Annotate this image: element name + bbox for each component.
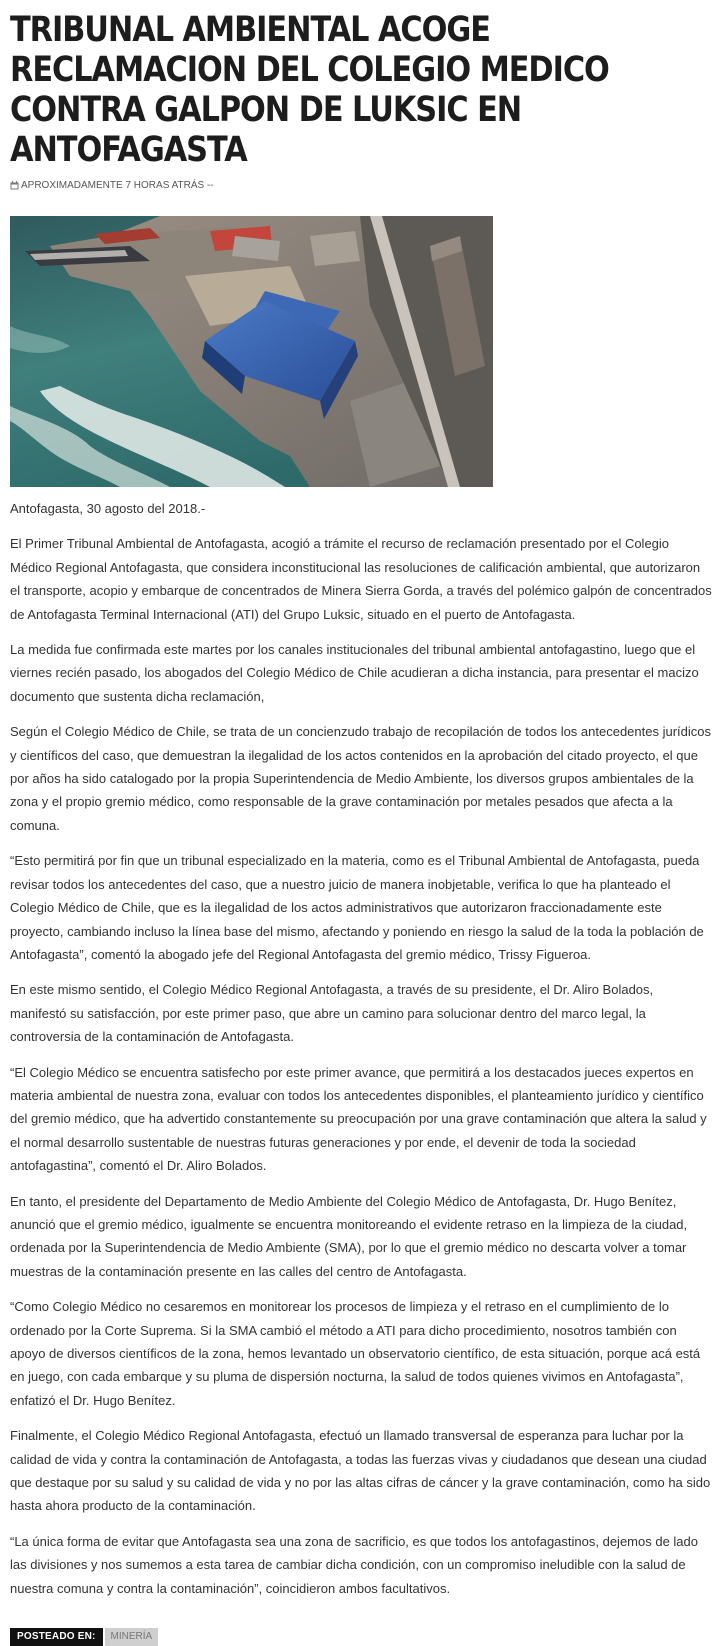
article-paragraph: El Primer Tribunal Ambiental de Antofagasta, acogió a trámite el recurso de reclamación presentado por el Colegio Médico Regional Antofagasta, que considera inconstitucional las resoluciones de calificación ambiental, que autorizaron el transporte, acopio y embarque de concentrados de Minera Sierra Gorda, a través del polémico galpón de concentrados de Antofagasta Terminal Internacional (ATI) del Grupo Luksic, situado en el puerto de Antofagasta. — [10, 536, 712, 622]
article-paragraph: “El Colegio Médico se encuentra satisfecho por este primer avance, que permitirá a los destacados jueces expertos en materia ambiental de nuestra zona, evaluar con todos los antecedentes disponibles, el planteamiento jurídico y científico del gremio médico, que ha advertido constantemente su preocupación por una grave contaminación que altera la salud y el normal desarrollo sustentable de nuestras futuras generaciones y por ende, el devenir de toda la sociedad antofagastina”, comentó el Dr. Aliro Bolados. — [10, 1064, 707, 1174]
article-photo — [10, 216, 493, 487]
article-paragraph: En tanto, el presidente del Departamento de Medio Ambiente del Colegio Médico de Antofagasta, Dr. Hugo Benítez, anunció que el gremio médico, igualmente se encuentra monitoreando el evidente retraso en la limpieza de la ciudad, ordenada por la Superintendencia de Medio Ambiente (SMA), por lo que el gremio médico no descarta volver a tomar muestras de la contaminación presente en las calles del centro de Antofagasta. — [10, 1193, 688, 1279]
article-paragraph: “Esto permitirá por fin que un tribunal especializado en la materia, como es el Tribunal Ambiental de Antofagasta, pueda revisar todos los antecedentes del caso, que a nuestro juicio de manera inobjetable, verifica lo que ha planteado el Colegio Médico de Chile, que es la ilegalidad de los actos administrativos que autorizaron fraccionadamente este proyecto, cambiando incluso la línea base del mismo, afectando y poniendo en riesgo la salud de la toda la población de Antofagasta”, comentó la abogado jefe del Regional Antofagasta del gremio médico, Trissy Figueroa. — [10, 853, 704, 962]
post-tags — [10, 1628, 712, 1646]
article-title[interactable]: TRIBUNAL AMBIENTAL ACOGE RECLAMACION DEL COLEGIO MEDICO CONTRA GALPON DE LUKSIC EN ANTOFAGASTA — [10, 10, 609, 170]
article-paragraph: “Como Colegio Médico no cesaremos en monitorear los procesos de limpieza y el retraso en el cumplimiento de lo ordenado por la Corte Suprema. Si la SMA cambió el método a ATI para dicho procedimiento, nosotros también con apoyo de diversos científicos de la zona, hemos levantado un observatorio científico, de esta situación, porque acá está en juego, con cada embarque y su pluma de dispersión nocturna, la salud de todos quienes vivimos en Antofagasta”, enfatizó el Dr. Hugo Benítez. — [10, 1299, 701, 1408]
category-tag-link[interactable]: MINERÍA — [105, 1628, 159, 1646]
article — [10, 10, 712, 1646]
article-meta — [10, 178, 712, 192]
article-paragraph: “La única forma de evitar que Antofagasta sea una zona de sacrificio, es que todos los antofagastinos, dejemos de lado las divisiones y nos sumemos a esta tarea de cambiar dicha condición, con un compromiso ineludible con la salud de nuestra comuna y contra la contaminación”, coincidieron ambos facultativos. — [10, 1533, 698, 1596]
calendar-icon — [10, 181, 19, 190]
article-paragraph: Antofagasta, 30 agosto del 2018.- — [10, 501, 206, 516]
article-body — [10, 497, 712, 1600]
article-paragraph: La medida fue confirmada este martes por los canales institucionales del tribunal ambiental antofagastino, luego que el viernes recién pasado, los abogados del Colegio Médico de Chile acudieran a dicha instancia, para presentar el macizo documento que sustenta dicha reclamación, — [10, 642, 699, 704]
article-paragraph: Finalmente, el Colegio Médico Regional Antofagasta, efectuó un llamado transversal de esperanza para luchar por la calidad de vida y contra la contaminación de Antofagasta, a todas las fuerzas vivas y ciudadanos que desean una ciudad que destaque por su salud y su calidad de vida y no por las altas cifras de cáncer y la grave contaminación, como ha sido hasta ahora producto de la contaminación. — [10, 1428, 711, 1514]
article-paragraph: Según el Colegio Médico de Chile, se trata de un concienzudo trabajo de recopilación de todos los antecedentes jurídicos y científicos del caso, que demuestran la ilegalidad de los actos contenidos en la aprobación del citado proyecto, el que por años ha sido catalogado por la propia Superintendencia de Medio Ambiente, los diversos grupos ambientales de la zona y el propio gremio médico, como responsable de la grave contaminación por metales pesados que afecta a la comuna. — [10, 724, 712, 833]
posted-in-label: POSTEADO EN: — [10, 1628, 103, 1646]
article-paragraph: En este mismo sentido, el Colegio Médico Regional Antofagasta, a través de su presidente, el Dr. Aliro Bolados, manifestó su satisfacción, por este primer paso, que abre un camino para solucionar dentro del marco legal, la controversia de la contaminación de Antofagasta. — [10, 982, 654, 1045]
article-date: APROXIMADAMENTE 7 HORAS ATRÁS -- — [21, 179, 214, 191]
